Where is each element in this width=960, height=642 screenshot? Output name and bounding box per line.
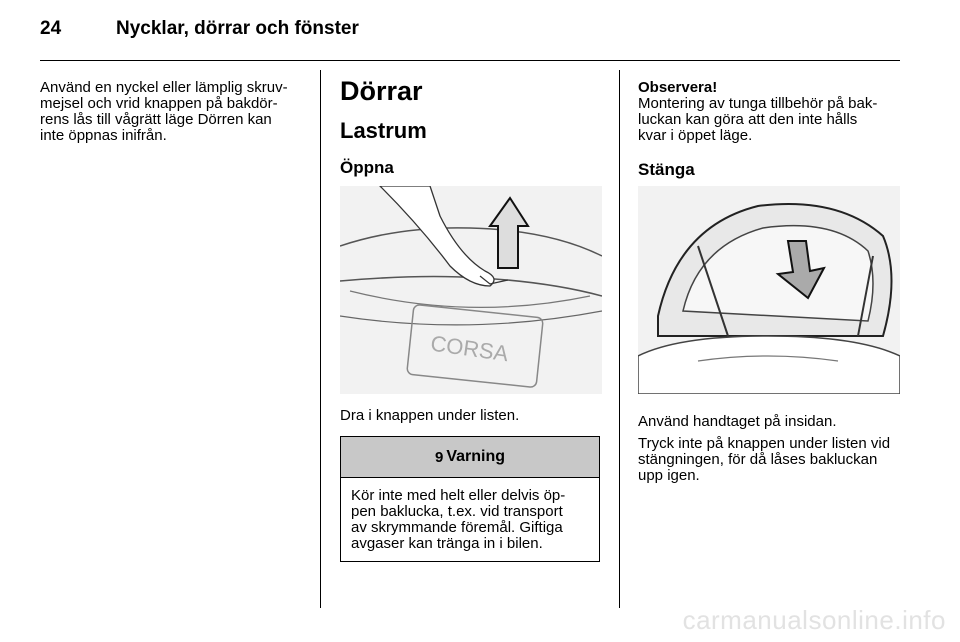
warning-box <box>340 436 600 562</box>
warning-triangle-icon: 9 <box>434 448 444 466</box>
warning-title: Varning <box>446 448 506 465</box>
text-line: inte öppnas inifrån. <box>40 127 167 144</box>
text-line: kvar i öppet läge. <box>638 127 753 144</box>
page-number: 24 <box>40 18 62 39</box>
plate-text: CORSA <box>428 330 510 367</box>
column-3-heading <box>638 160 903 180</box>
text-line: Tryck inte på knappen under listen vid <box>638 435 891 452</box>
column-3-body <box>638 414 908 484</box>
column-divider-2 <box>619 70 620 608</box>
note-title: Observera! <box>638 79 718 96</box>
trunk-close-illustration <box>638 186 900 394</box>
text-line: luckan kan göra att den inte hålls <box>638 111 858 128</box>
trunk-open-illustration <box>340 186 602 394</box>
page-title: Nycklar, dörrar och fönster <box>116 18 359 39</box>
text-line: upp igen. <box>638 467 700 484</box>
figure-caption-open <box>340 408 605 424</box>
subheading-stanga: Stänga <box>638 160 695 179</box>
subheading-oppna: Öppna <box>340 158 394 177</box>
text-line: pen baklucka, t.ex. vid transport <box>351 503 563 520</box>
section-heading-dorrar: Dörrar <box>340 76 423 106</box>
column-3-note <box>638 80 903 144</box>
column-1 <box>40 80 315 144</box>
text-line: stängningen, för då låses bakluckan <box>638 451 878 468</box>
subsection-heading-lastrum: Lastrum <box>340 118 427 143</box>
text-line: av skrymmande föremål. Giftiga <box>351 519 563 536</box>
text-line: Kör inte med helt eller delvis öp- <box>351 487 566 504</box>
text-line: avgaser kan tränga in i bilen. <box>351 535 543 552</box>
close-paragraph-2 <box>638 436 908 484</box>
text-line: mejsel och vrid knappen på bakdör- <box>40 95 278 112</box>
warning-header <box>341 437 599 478</box>
page-header <box>40 18 359 40</box>
text-line: Använd en nyckel eller lämplig skruv- <box>40 79 288 96</box>
column-2 <box>340 76 605 178</box>
note-paragraph <box>638 80 903 144</box>
text-line: Montering av tunga tillbehör på bak- <box>638 95 878 112</box>
trunk-close-drawing <box>638 186 900 394</box>
watermark: carmanualsonline.info <box>682 605 946 635</box>
warning-body <box>341 478 599 552</box>
column-divider-1 <box>320 70 321 608</box>
trunk-open-drawing <box>340 186 602 394</box>
header-rule <box>40 60 900 61</box>
caption-text: Dra i knappen under listen. <box>340 407 520 424</box>
text-line: rens lås till vågrätt läge Dörren kan <box>40 111 272 128</box>
intro-paragraph <box>40 80 315 144</box>
close-paragraph-1: Använd handtaget på insidan. <box>638 413 837 430</box>
